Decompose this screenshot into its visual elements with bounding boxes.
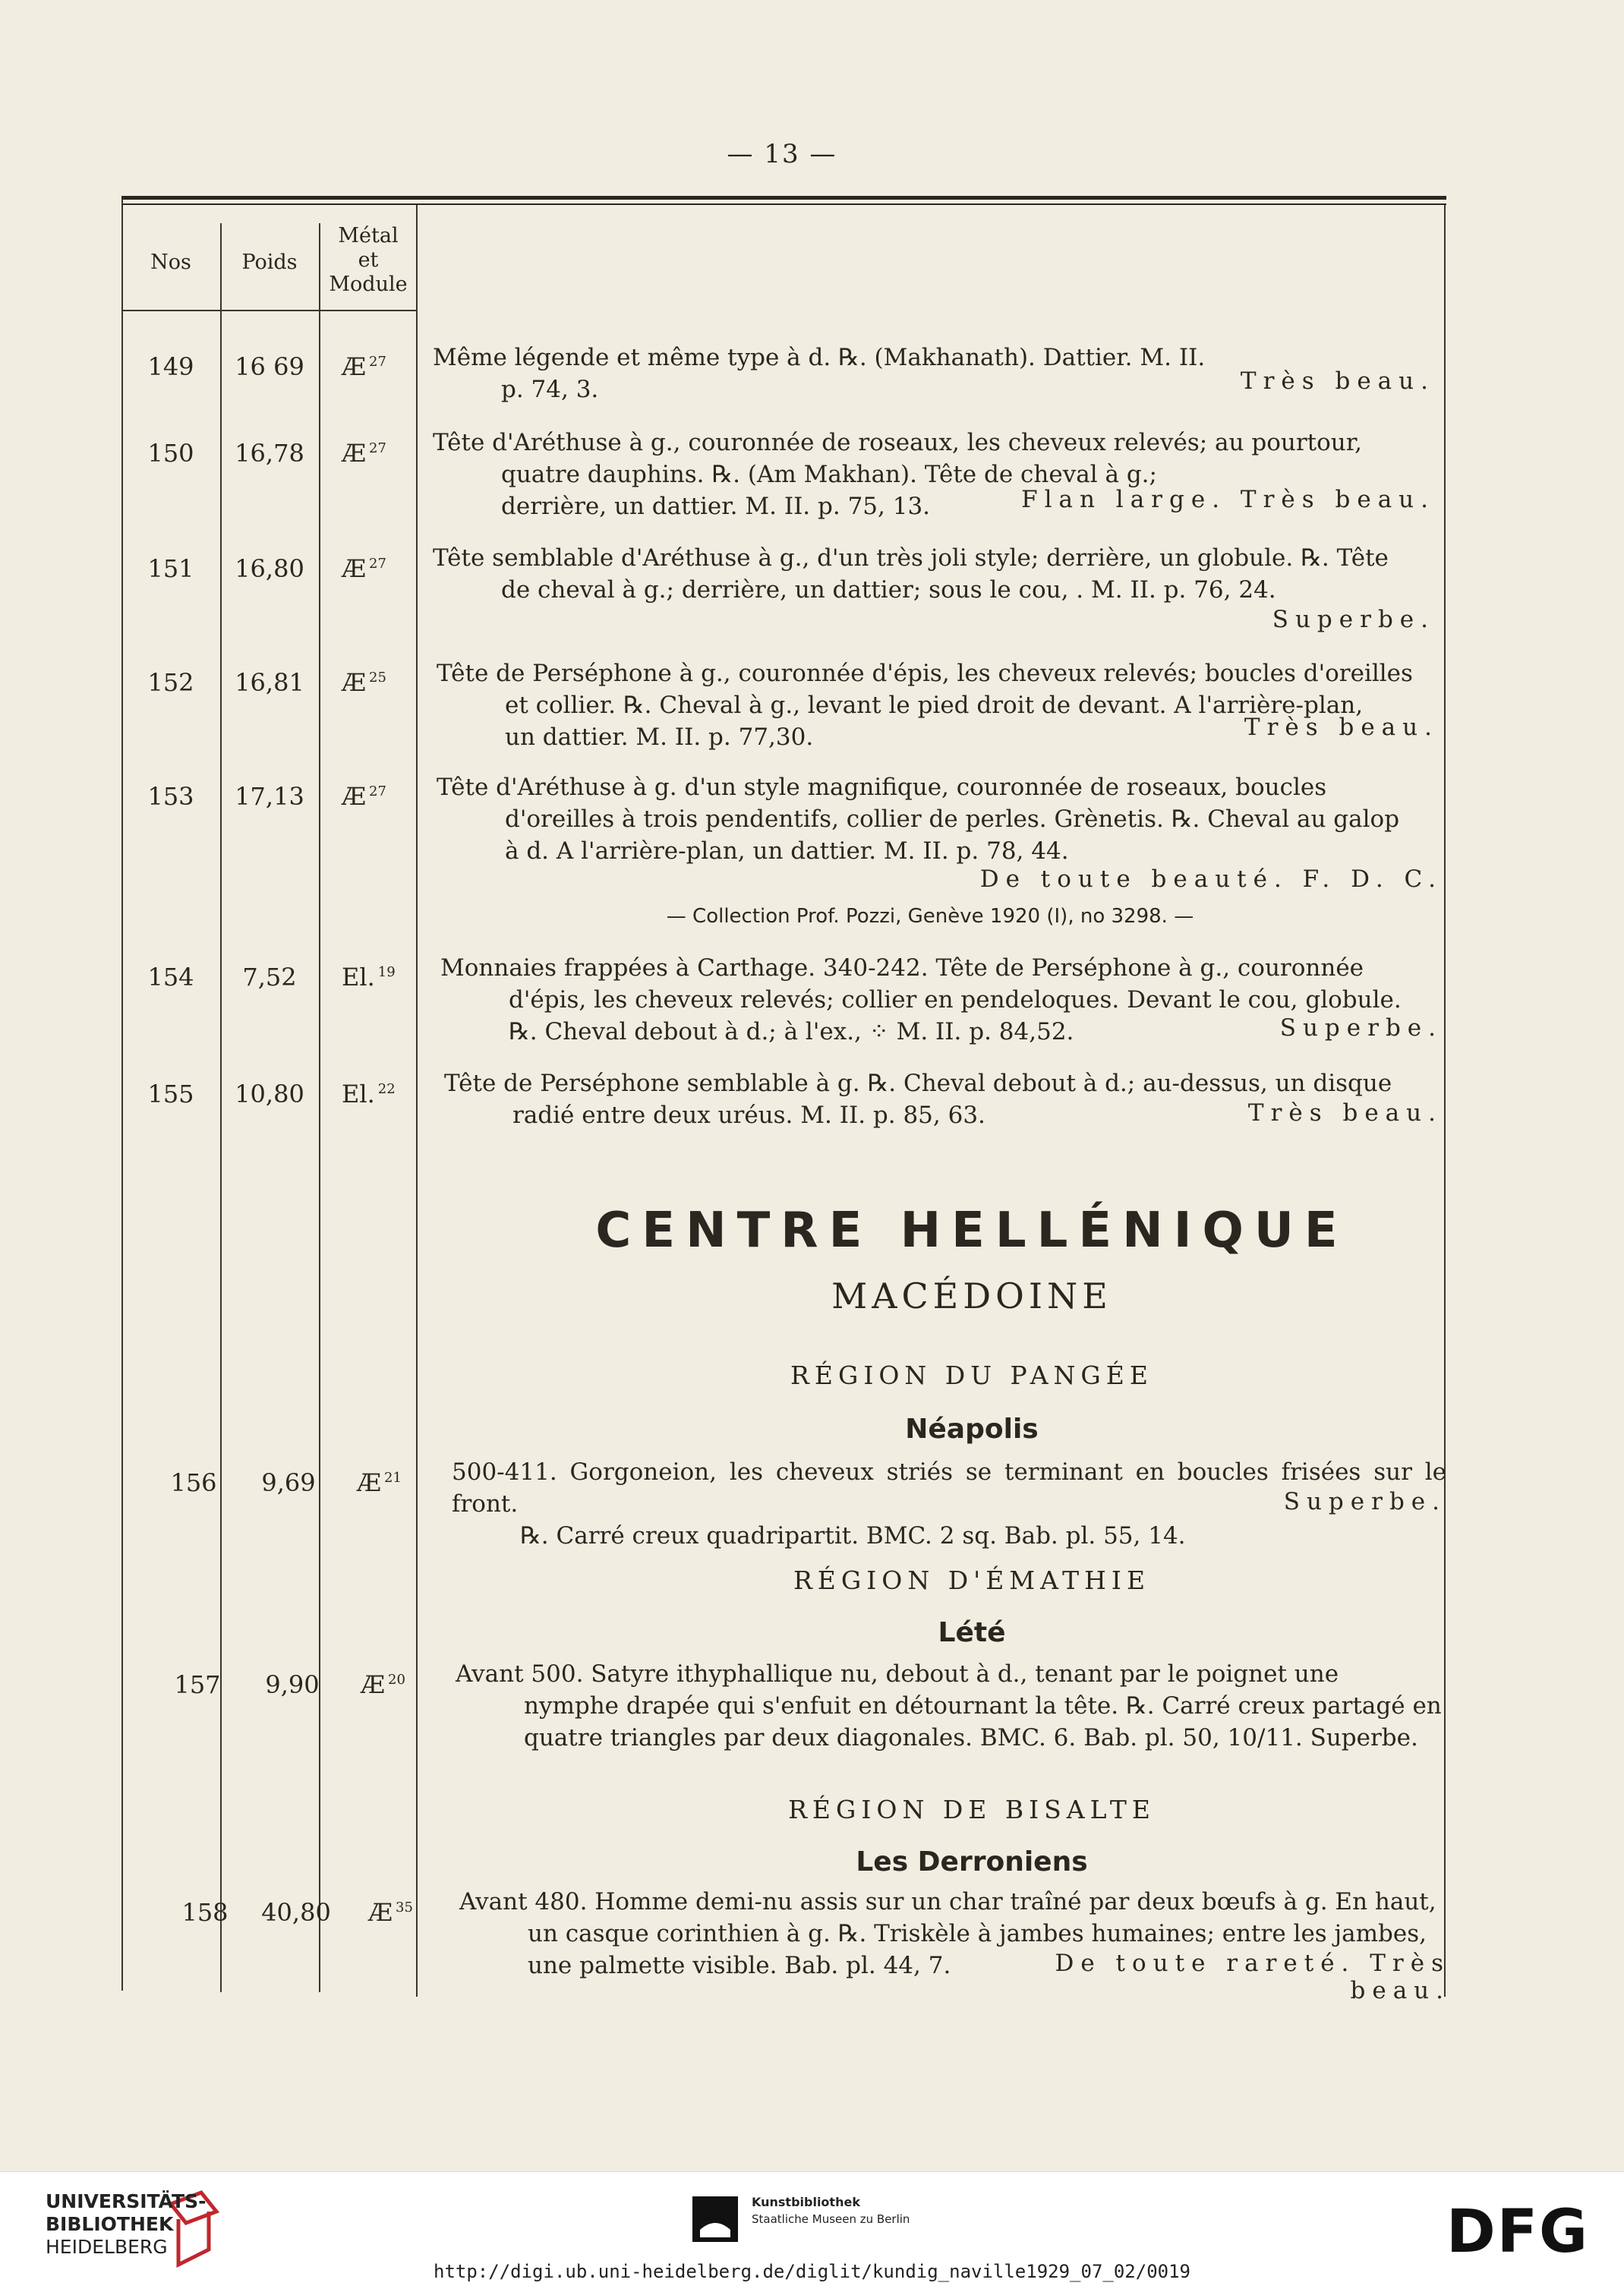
entry-weight: 7,52 xyxy=(242,963,297,992)
entry-description: Tête semblable d'Aréthuse à g., d'un très joli style; derrière, un globule. ℞. Tête de cheval à g.; derrière, un dattier; sous le cou, . M. II. p. 76, 24. xyxy=(433,544,1389,604)
entry-quality: Flan large. Très beau. xyxy=(1021,486,1435,513)
top-rule xyxy=(121,196,1446,200)
entry-number: 156 xyxy=(170,1468,217,1497)
entry-metal: Æ $^{20}$ xyxy=(361,1670,405,1699)
entry-quality: Superbe. xyxy=(1279,1014,1443,1042)
entry-metal: Æ $^{25}$ xyxy=(342,668,386,697)
entry-metal: Æ $^{27}$ xyxy=(342,439,386,468)
entry-number: 149 xyxy=(147,352,194,381)
entry-quality: De toute rareté. Très beau. xyxy=(1055,1950,1450,2004)
subregion-title: RÉGION D'ÉMATHIE xyxy=(793,1565,1151,1595)
entry-metal: Æ $^{27}$ xyxy=(342,352,386,381)
entry-number: 157 xyxy=(174,1670,221,1699)
entry-description: Avant 480. Homme demi-nu assis sur un char traîné par deux bœufs à g. En haut, un casque corinthien à g. ℞. Triskèle à jambes humaines; entre les jambes, une palmette visible. Bab. pl. 44, 7. xyxy=(459,1888,1436,1979)
header-poids: Poids xyxy=(241,251,298,274)
entry-description: Tête d'Aréthuse à g., couronnée de roseaux, les cheveux relevés; au pourtour, quatre dauphins. ℞. (Am Makhan). Tête de cheval à g.; derrière, un dattier. M. II. p. 75, 13. xyxy=(433,429,1363,520)
kunstbibliothek-logo-icon xyxy=(689,2193,741,2245)
entry-weight: 9,69 xyxy=(261,1468,316,1497)
entry-weight: 16,78 xyxy=(235,439,304,468)
entry-weight: 17,13 xyxy=(235,782,304,811)
entry-weight: 40,80 xyxy=(261,1898,331,1927)
entry-metal: Æ $^{35}$ xyxy=(368,1898,413,1927)
entry-weight: 16 69 xyxy=(235,352,304,381)
header-rule xyxy=(121,310,418,311)
entry-number: 155 xyxy=(147,1080,194,1108)
dfg-logo[interactable]: DFG xyxy=(1446,2198,1590,2266)
entry-weight: 9,90 xyxy=(265,1670,320,1699)
entry-number: 158 xyxy=(181,1898,229,1927)
city-title: Néapolis xyxy=(905,1414,1039,1445)
subregion-title: RÉGION DE BISALTE xyxy=(788,1795,1156,1824)
entry-metal: Æ $^{21}$ xyxy=(357,1468,402,1497)
kunstbibliothek-logo[interactable]: Kunstbibliothek Staatliche Museen zu Berlin xyxy=(752,2195,910,2226)
column-divider xyxy=(220,223,222,1992)
entry-number: 153 xyxy=(147,782,194,811)
entry-weight: 10,80 xyxy=(235,1080,304,1108)
header-module: Module xyxy=(329,273,408,296)
city-title: Les Derroniens xyxy=(856,1846,1088,1878)
entry-description: Monnaies frappées à Carthage. 340-242. Tête de Perséphone à g., couronnée d'épis, les cheveux relevés; collier en pendeloques. Devant le cou, globule. ℞. Cheval debout à d.; à l'ex., ⁘ M. II. p. 84,52. xyxy=(440,954,1402,1045)
section-title: CENTRE HELLÉNIQUE xyxy=(595,1203,1348,1259)
top-rule-thin xyxy=(121,203,1446,205)
entry-quality: Très beau. xyxy=(1247,1099,1443,1127)
region-title: MACÉDOINE xyxy=(831,1275,1112,1316)
university-library-logo[interactable]: UNIVERSITÄTS- BIBLIOTHEK HEIDELBERG xyxy=(46,2190,207,2258)
entry-quality: De toute beauté. F. D. C. xyxy=(979,865,1443,893)
entry-description: 500-411. Gorgoneion, les cheveux striés se terminant en boucles frisées sur le front. ℞. Carré creux quadripartit. BMC. 2 sq. Bab. pl. 55, 14. xyxy=(452,1458,1446,1550)
entry-description: Tête de Perséphone semblable à g. ℞. Cheval debout à d.; au-dessus, un disque radié entre deux uréus. M. II. p. 85, 63. xyxy=(444,1070,1392,1129)
entry-quality: Superbe. xyxy=(1283,1488,1446,1515)
collection-note: — Collection Prof. Pozzi, Genève 1920 (I), no 3298. — xyxy=(666,905,1194,928)
column-divider xyxy=(416,205,418,1997)
entry-description: Tête d'Aréthuse à g. d'un style magnifique, couronnée de roseaux, boucles d'oreilles à trois pendentifs, collier de perles. Grènetis. ℞. Cheval au galop à d. A l'arrière-plan, un dattier. M. II. p. 78, 44. xyxy=(437,774,1400,865)
entry-metal: El. $^{22}$ xyxy=(342,1080,396,1108)
column-divider xyxy=(121,199,123,1991)
entry-number: 154 xyxy=(147,963,194,992)
entry-number: 152 xyxy=(147,668,194,697)
entry-metal: Æ $^{27}$ xyxy=(342,554,386,583)
entry-quality: Très beau. xyxy=(1244,714,1439,741)
entry-metal: El. $^{19}$ xyxy=(342,963,396,992)
header-nos: Nos xyxy=(150,251,191,274)
city-title: Lété xyxy=(938,1617,1006,1648)
header-et: et xyxy=(358,248,379,272)
entry-metal: Æ $^{27}$ xyxy=(342,782,386,811)
entry-weight: 16,81 xyxy=(235,668,304,697)
entry-number: 150 xyxy=(147,439,194,468)
entry-description: Tête de Perséphone à g., couronnée d'épis, les cheveux relevés; boucles d'oreilles et collier. ℞. Cheval à g., levant le pied droit de devant. A l'arrière-plan, un dattier. M. II. p. 77,30. xyxy=(437,660,1413,751)
subregion-title: RÉGION DU PANGÉE xyxy=(790,1360,1153,1390)
entry-number: 151 xyxy=(147,554,194,583)
column-divider xyxy=(319,223,320,1992)
entry-description: Même légende et même type à d. ℞. (Makhanath). Dattier. M. II. p. 74, 3. xyxy=(433,344,1206,403)
entry-weight: 16,80 xyxy=(235,554,304,583)
header-metal: Métal xyxy=(338,224,399,248)
entry-description: Avant 500. Satyre ithyphallique nu, debout à d., tenant par le poignet une nymphe drapée qui s'enfuit en détournant la tête. ℞. Carré creux partagé en quatre triangles par deux diagonales. BMC. 6. Bab. pl. 50, 10/11. Superbe. xyxy=(456,1660,1442,1751)
page-number: — 13 — xyxy=(727,139,837,169)
permalink-url[interactable]: http://digi.ub.uni-heidelberg.de/diglit/kundig_naville1929_07_02/0019 xyxy=(434,2261,1190,2282)
entry-quality: Très beau. xyxy=(1240,367,1435,395)
entry-quality: Superbe. xyxy=(1272,606,1435,633)
